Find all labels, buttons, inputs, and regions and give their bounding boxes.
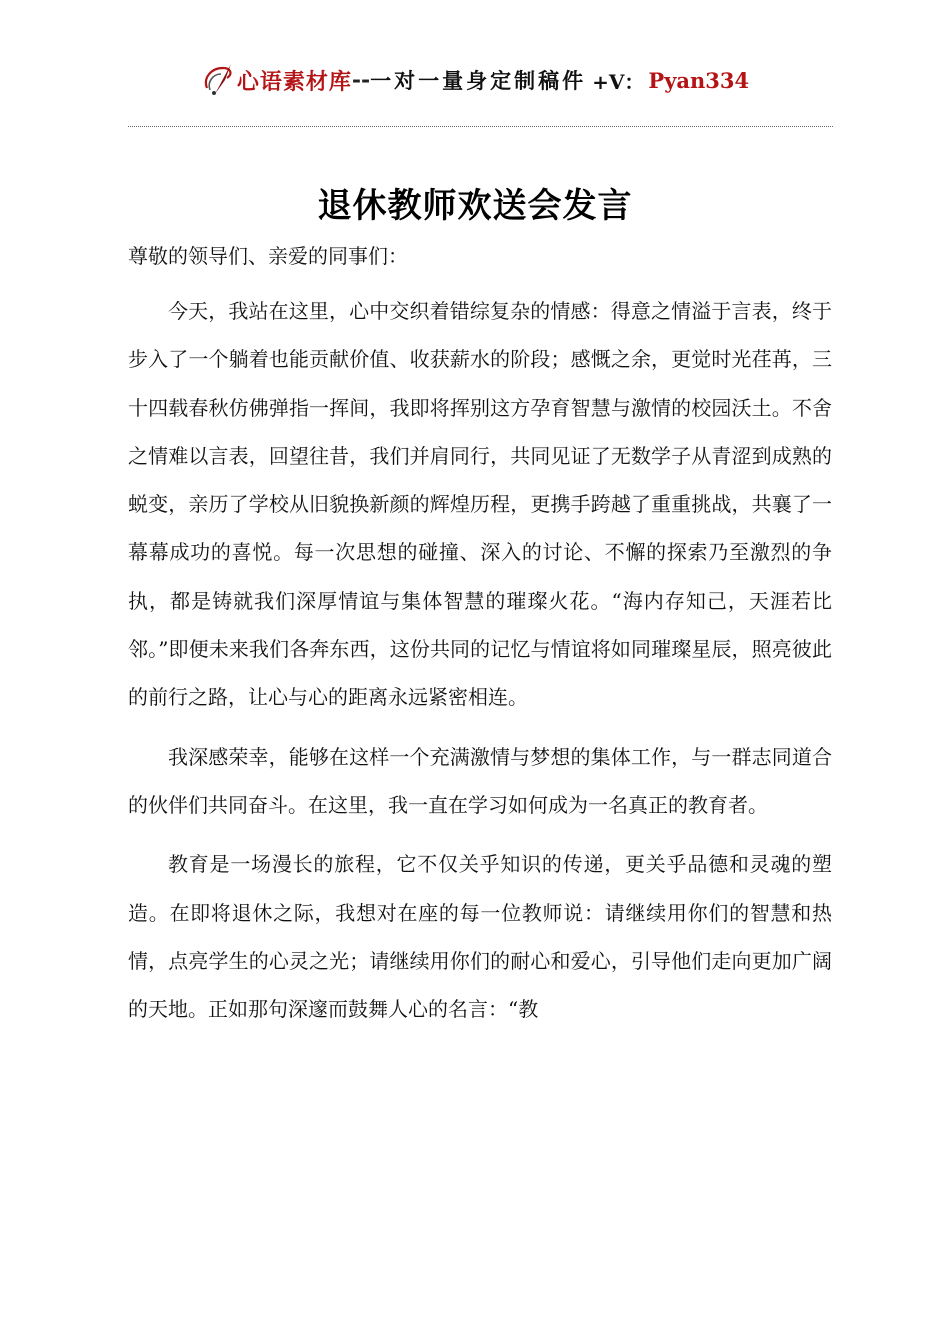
contact-label: +V： xyxy=(592,69,645,94)
header-divider xyxy=(128,126,833,127)
greeting-line: 尊敬的领导们、亲爱的同事们： xyxy=(128,244,408,268)
paragraph: 教育是一场漫长的旅程，它不仅关乎知识的传递，更关乎品德和灵魂的塑造。在即将退休之际，我想对在座的每一位教师说：请继续用你们的智慧和热情，点亮学生的心灵之光；请继续用你们的耐心和爱心，引导他们走向更加广阔的天地。正如那句深邃而鼓舞人心的名言：“教 xyxy=(128,852,832,1022)
page-header xyxy=(0,58,950,102)
document-title: 退休教师欢送会发言 xyxy=(317,186,633,226)
header-dash: -- xyxy=(351,67,371,93)
document-body xyxy=(128,287,832,1044)
brand-name: 心语素材库 xyxy=(236,68,352,95)
quill-pen-swirl-icon xyxy=(201,60,235,100)
contact-value: Pyan334 xyxy=(648,67,750,93)
header-slogan: 一对一量身定制稿件 xyxy=(370,68,587,93)
paragraph: 我深感荣幸，能够在这样一个充满激情与梦想的集体工作，与一群志同道合的伙伴们共同奋斗。在这里，我一直在学习如何成为一名真正的教育者。 xyxy=(128,744,832,817)
paragraph: 今天，我站在这里，心中交织着错综复杂的情感：得意之情溢于言表，终于步入了一个躺着也能贡献价值、收获薪水的阶段；感慨之余，更觉时光荏苒，三十四载春秋仿佛弹指一挥间，我即将挥别这方孕育智慧与激情的校园沃土。不舍之情难以言表，回望往昔，我们并肩同行，共同见证了无数学子从青涩到成熟的蜕变，亲历了学校从旧貌换新颜的辉煌历程，更携手跨越了重重挑战，共襄了一幕幕成功的喜悦。每一次思想的碰撞、深入的讨论、不懈的探索乃至激烈的争执，都是铸就我们深厚情谊与集体智慧的璀璨火花。“海内存知己，天涯若比邻。”即便未来我们各奔东西，这份共同的记忆与情谊将如同璀璨星辰，照亮彼此的前行之路，让心与心的距离永远紧密相连。 xyxy=(128,299,832,710)
